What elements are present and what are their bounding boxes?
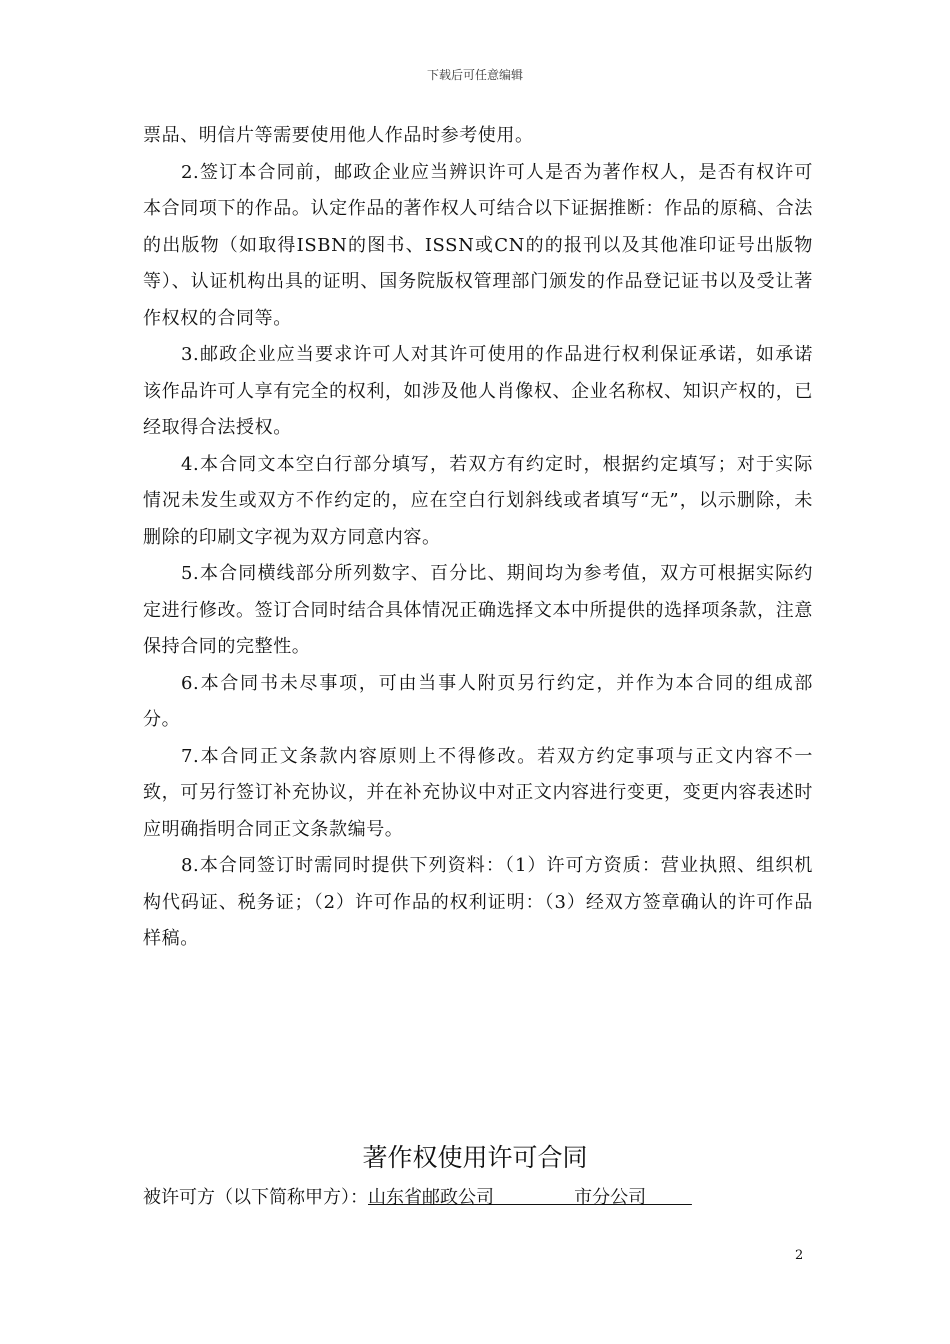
contract-title: 著作权使用许可合同 bbox=[362, 1143, 588, 1172]
licensee-value: 山东省邮政公司 市分公司 bbox=[368, 1187, 692, 1208]
paragraph: 4.本合同文本空白行部分填写，若双方有约定时，根据约定填写；对于实际情况未发生或双方不作约定的，应在空白行划斜线或者填写“无”，以示删除，未删除的印刷文字视为双方同意内容。 bbox=[143, 453, 813, 548]
page-number: 2 bbox=[795, 1248, 804, 1263]
notes-body bbox=[143, 118, 813, 958]
page-header: 下载后可任意编辑 bbox=[426, 68, 523, 82]
paragraph: 7.本合同正文条款内容原则上不得修改。若双方约定事项与正文内容不一致，可另行签订补充协议，并在补充协议中对正文内容进行变更，变更内容表述时应明确指明合同正文条款编号。 bbox=[143, 745, 813, 840]
licensee-label: 被许可方（以下简称甲方）： bbox=[143, 1187, 368, 1208]
paragraph: 票品、明信片等需要使用他人作品时参考使用。 bbox=[143, 125, 534, 146]
paragraph: 5.本合同横线部分所列数字、百分比、期间均为参考值，双方可根据实际约定进行修改。签订合同时结合具体情况正确选择文本中所提供的选择项条款，注意保持合同的完整性。 bbox=[143, 563, 813, 657]
paragraph: 3.邮政企业应当要求许可人对其许可使用的作品进行权利保证承诺，如承诺该作品许可人享有完全的权利，如涉及他人肖像权、企业名称权、知识产权的，已经取得合法授权。 bbox=[143, 344, 813, 438]
paragraph: 2.签订本合同前，邮政企业应当辨识许可人是否为著作权人，是否有权许可本合同项下的作品。认定作品的著作权人可结合以下证据推断：作品的原稿、合法的出版物（如取得ISBN的图书、ISSN或CN的的报刊以及其他准印证号出版物等）、认证机构出具的证明、国务院版权管理部门颁发的作品登记证书以及受让著作权权的合同等。 bbox=[143, 161, 813, 329]
licensee-line bbox=[143, 1183, 843, 1209]
paragraph: 8.本合同签订时需同时提供下列资料：（1）许可方资质：营业执照、组织机构代码证、税务证；（2）许可作品的权利证明：（3）经双方签章确认的许可作品样稿。 bbox=[143, 855, 813, 949]
paragraph: 6.本合同书未尽事项，可由当事人附页另行约定，并作为本合同的组成部分。 bbox=[143, 672, 813, 730]
